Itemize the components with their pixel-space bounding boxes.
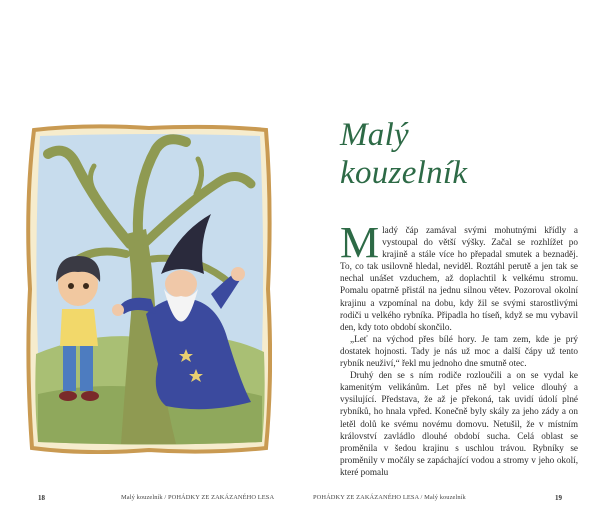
page-number-left: 18	[38, 494, 45, 502]
story-body	[340, 218, 578, 478]
page-number-right: 19	[555, 494, 562, 502]
story-title-line2: kouzelník	[340, 155, 468, 191]
paragraph-1-text: ladý čáp zamával svými mohutnými křídly a vystoupal do větší výšky. Začal se rozhlížet po krajině a stále více ho přepadal smutek a beznaděj. To, co tak usilovně hledal, neviděl. Roztáhl perutě a jen tak se nechal unášet vzduchem, až doplachtil k velkému stromu. Pomalu opatrně přistál na jednu silnou větev. Pozoroval okolní krajinu a vzpomínal na dobu, kdy žil se svými starostlivými rodiči u velkého rybníka. Připadla ho tíseň, když se mu vybavil den, kdy toto období skončilo.	[340, 225, 578, 332]
right-page	[300, 0, 600, 520]
drop-cap: M	[340, 218, 380, 267]
running-head-left: Malý kouzelník / POHÁDKY ZE ZAKÁZANÉHO LESA	[121, 494, 275, 501]
illustration-wizard-boy	[26, 124, 272, 454]
story-title-line1: Malý	[340, 117, 410, 153]
running-head-right: POHÁDKY ZE ZAKÁZANÉHO LESA / Malý kouzelník	[313, 494, 466, 501]
paragraph-1	[340, 218, 578, 333]
story-title	[340, 116, 580, 192]
paragraph-2: „Leť na východ přes bílé hory. Je tam zem, kde je prý dostatek hojnosti. Tady je nás už moc a další čápy už tento rybník neuživí,“ řekl mu jednoho dne smutně otec.	[340, 333, 578, 369]
paragraph-3: Druhý den se s ním rodiče rozloučili a on se vydal ke kamenitým velikánům. Let přes ně byl velice dlouhý a vysilující. Představa, že až je překoná, tak uvidí údolí plné rybníků, ho hnala vpřed. Konečně byly skály za jeho zády a on letěl dolů ke svému novému domovu. Netušil, že v místním království zavládlo dlouhé období sucha. Celá oblast se proměnila v šedou krajinu s uschlou trávou. Rybníky se proměnily v močály se zapáchající vodou a stromy v jeho okolí, které pomalu	[340, 370, 578, 477]
